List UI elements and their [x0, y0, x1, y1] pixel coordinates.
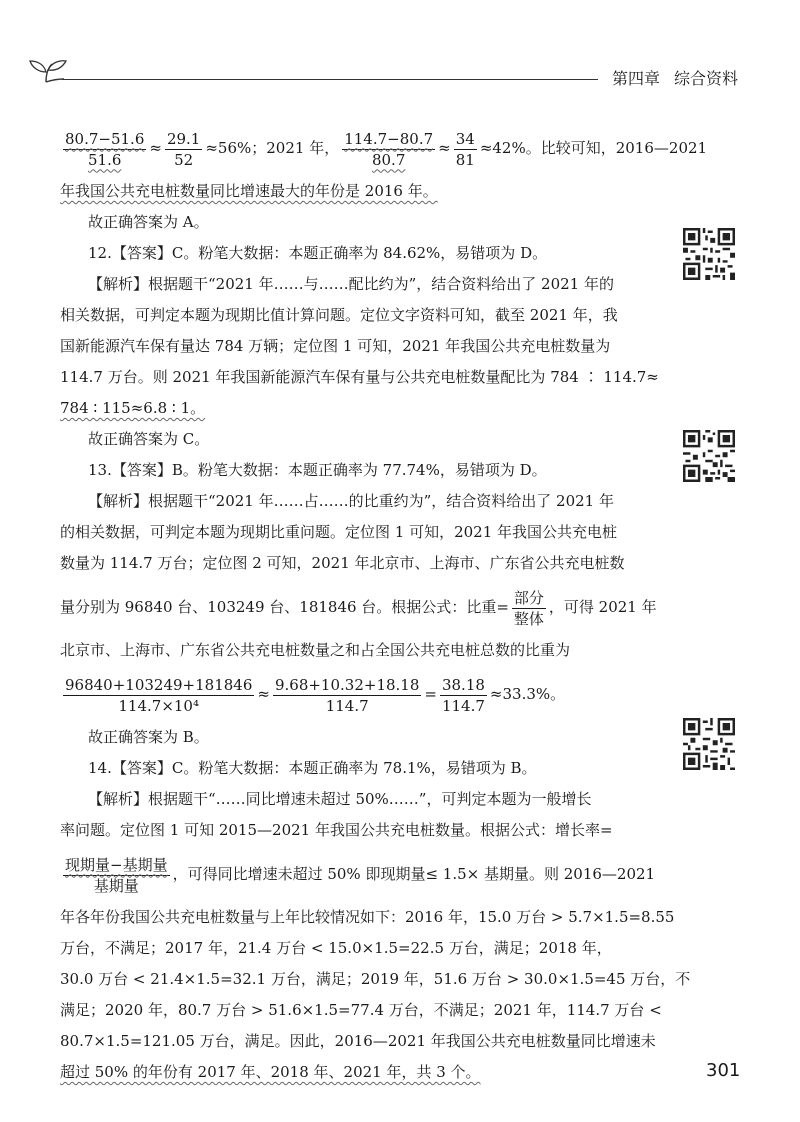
q13-calc-line: [60, 666, 660, 722]
denominator: 114.7×10⁴: [118, 696, 199, 715]
section-label: 综合资料: [674, 69, 739, 88]
q12-analysis-line: 784 ∶ 115≈6.8 ∶ 1。: [60, 399, 206, 417]
qr-code-icon[interactable]: [683, 718, 735, 770]
numerator: 38.18: [441, 675, 485, 694]
text-span: ，可得 2021 年: [548, 598, 657, 616]
result-text: ≈56%；2021 年，: [205, 139, 340, 157]
q12-conclusion: 故正确答案为 C。: [88, 430, 210, 448]
numerator: 96840+103249+181846: [65, 675, 253, 694]
q11-formula-line: [60, 120, 708, 176]
fraction: [63, 855, 170, 896]
fraction: [454, 129, 477, 170]
q12-analysis-line: 相关数据，可判定本题为现期比值计算问题。定位文字资料可知，截至 2021 年，我: [60, 306, 618, 324]
denominator: 81: [455, 150, 475, 169]
q13-analysis-line: 北京市、上海市、广东省公共充电桩数量之和占全国公共充电桩总数的比重为: [60, 641, 571, 659]
denominator: 114.7: [325, 696, 369, 715]
fraction: [342, 129, 435, 170]
header-rule: [62, 79, 598, 80]
numerator: 80.7−51.6: [65, 129, 145, 148]
numerator: 9.68+10.32+18.18: [274, 675, 420, 694]
q14-analysis-line: 30.0 万台 < 21.4×1.5=32.1 万台，满足；2019 年，51.6 万台 > 30.0×1.5=45 万台，不: [60, 970, 691, 988]
chapter-title: [612, 66, 738, 89]
denominator: 52: [174, 150, 194, 169]
page-header: [0, 0, 800, 100]
q13-analysis-line: 数量为 114.7 万台；定位图 2 可知，2021 年北京市、上海市、广东省公共充电桩数: [60, 554, 625, 572]
result-text: ≈33.3%。: [489, 685, 566, 703]
q13-analysis-line: 的相关数据，可判定本题为现期比重问题。定位图 1 可知，2021 年我国公共充电桩: [60, 523, 618, 541]
denominator: 114.7: [441, 696, 485, 715]
q13-conclusion: 故正确答案为 B。: [88, 728, 209, 746]
approx-sign: ≈: [438, 139, 451, 157]
q14-analysis-line: 80.7×1.5=121.05 万台，满足。因此，2016—2021 年我国公共充电桩数量同比增速未: [60, 1032, 656, 1050]
equals-sign: =: [424, 685, 437, 703]
denominator: 整体: [513, 609, 544, 628]
q14-analysis-line: 率问题。定位图 1 可知 2015—2021 年我国公共充电桩数量。根据公式：增长率=: [60, 821, 613, 839]
q14-formula-line: [60, 846, 660, 902]
fraction: [63, 675, 254, 716]
fraction: [440, 675, 487, 716]
q14-analysis-line: 年各年份我国公共充电桩数量与上年比较情况如下：2016 年，15.0 万台 > 5.7×1.5=8.55: [60, 908, 675, 926]
q14-answer-line: 14.【答案】C。粉笔大数据：本题正确率为 78.1%，易错项为 B。: [88, 759, 537, 777]
q14-analysis-line: 超过 50% 的年份有 2017 年、2018 年、2021 年，共 3 个。: [60, 1063, 481, 1081]
q11-answer: 故正确答案为 A。: [88, 213, 209, 231]
approx-sign: ≈: [149, 139, 162, 157]
q12-analysis-line: 114.7 万台。则 2021 年我国新能源汽车保有量与公共充电桩数量配比为 784 ∶ 114.7≈: [60, 368, 659, 386]
q13-answer-line: 13.【答案】B。粉笔大数据：本题正确率为 77.74%，易错项为 D。: [88, 461, 547, 479]
numerator: 部分: [513, 588, 544, 607]
chapter-label: 第四章: [612, 69, 661, 88]
numerator: 34: [455, 129, 475, 148]
result-text: ≈42%。比较可知，2016—2021: [479, 139, 708, 157]
page-body: [60, 120, 708, 1088]
fraction: [165, 129, 202, 170]
denominator: 80.7: [371, 150, 406, 169]
sprout-icon: [28, 58, 88, 84]
denominator: 51.6: [87, 150, 122, 169]
approx-sign: ≈: [257, 685, 270, 703]
denominator: 基期量: [93, 876, 139, 895]
q11-conclusion-text: 年我国公共充电桩数量同比增速最大的年份是 2016 年。: [60, 182, 438, 200]
text-span: 量分别为 96840 台、103249 台、181846 台。根据公式：比重=: [60, 598, 509, 616]
fraction: [63, 129, 146, 170]
fraction: [273, 675, 421, 716]
q14-analysis-line: 满足；2020 年，80.7 万台 > 51.6×1.5=77.4 万台，不满足；2021 年，114.7 万台 <: [60, 1001, 662, 1019]
q13-analysis-line: 【解析】根据题干“2021 年……占……的比重约为”，结合资料给出了 2021 年: [88, 492, 614, 510]
qr-code-icon[interactable]: [683, 430, 735, 482]
q12-analysis-line: 国新能源汽车保有量达 784 万辆；定位图 1 可知，2021 年我国公共充电桩数量为: [60, 337, 611, 355]
q13-formula-line: [60, 579, 660, 635]
q14-analysis-line: 【解析】根据题干“……同比增速未超过 50%……”，可判定本题为一般增长: [88, 790, 592, 808]
fraction: [512, 588, 546, 629]
numerator: 29.1: [166, 129, 201, 148]
q12-analysis-line: 【解析】根据题干“2021 年……与……配比约为”，结合资料给出了 2021 年的: [88, 275, 614, 293]
text-span: ，可得同比增速未超过 50% 即现期量≤ 1.5× 基期量。则 2016—2021: [172, 865, 656, 883]
numerator: 114.7−80.7: [344, 129, 434, 148]
page-number: 301: [706, 1060, 741, 1081]
qr-code-icon[interactable]: [683, 228, 735, 280]
q12-answer-line: 12.【答案】C。粉笔大数据：本题正确率为 84.62%，易错项为 D。: [88, 244, 548, 262]
numerator: 现期量−基期量: [65, 855, 168, 874]
q14-analysis-line: 万台，不满足；2017 年，21.4 万台 < 15.0×1.5=22.5 万台，满足；2018 年，: [60, 939, 612, 957]
